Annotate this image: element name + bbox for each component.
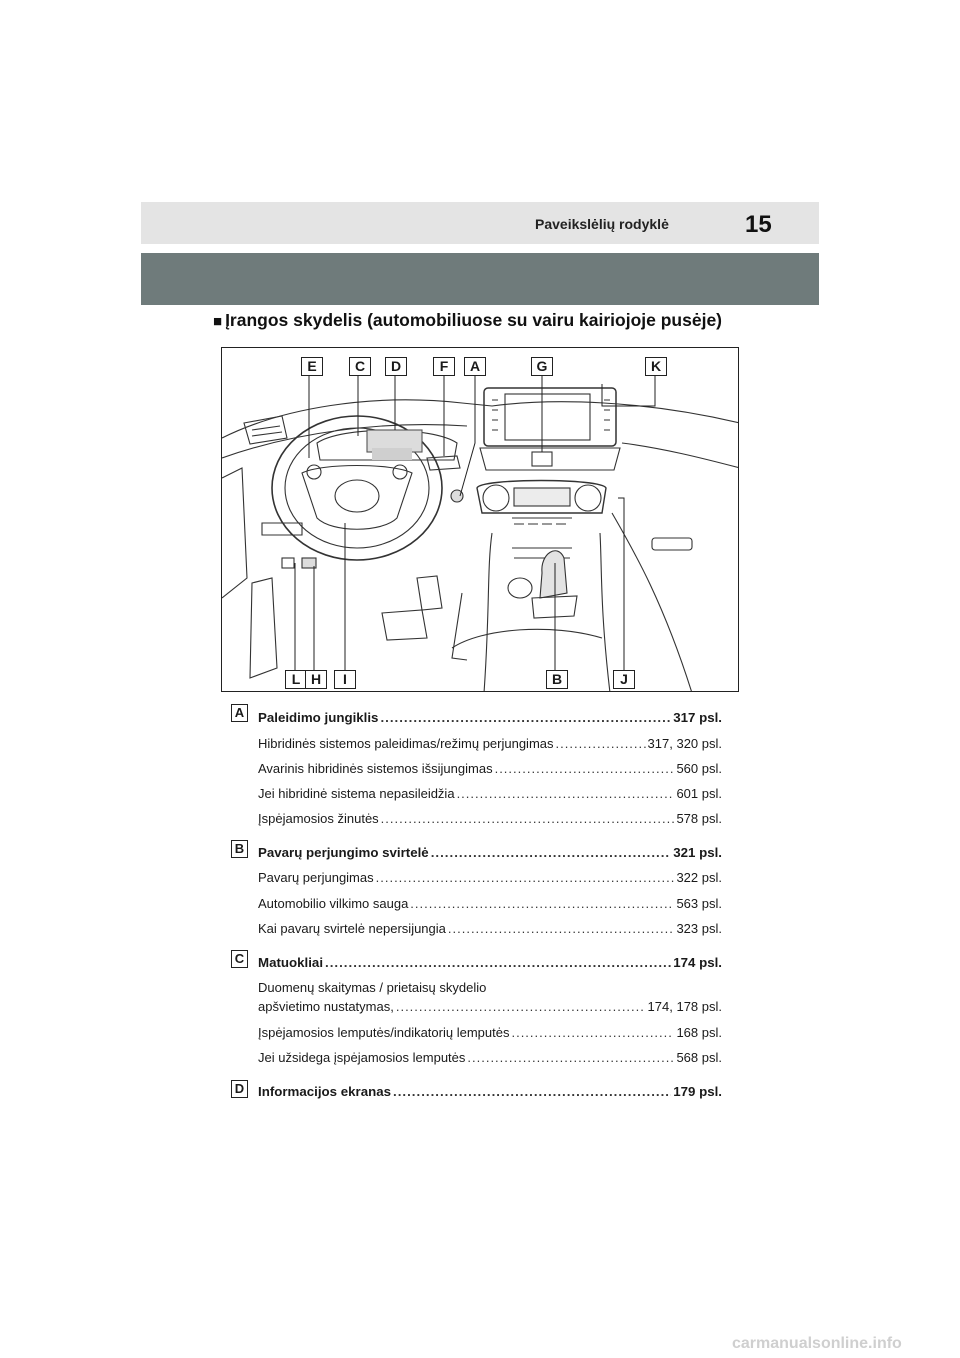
entry-page: 322 psl. (676, 870, 722, 885)
marker-a: A (231, 704, 248, 722)
index-entry (258, 786, 722, 801)
index-entry (258, 736, 722, 751)
page-number: 15 (745, 211, 772, 238)
entry-page: 568 psl. (676, 1050, 722, 1065)
index-entry (258, 999, 722, 1014)
index-entry-first-line: Duomenų skaitymas / prietaisų skydelio (258, 980, 487, 995)
entry-label: apšvietimo nustatymas, (258, 999, 394, 1014)
callout-j: J (613, 670, 635, 689)
marker-c: C (231, 950, 248, 968)
entry-page: 168 psl. (676, 1025, 722, 1040)
callout-leader-lines (222, 348, 739, 692)
index-entry (258, 1084, 722, 1099)
entry-label: Kai pavarų svirtelė nepersijungia (258, 921, 446, 936)
entry-label: Pavarų perjungimo svirtelė (258, 845, 429, 860)
entry-page: 179 psl. (673, 1084, 722, 1099)
index-entry (258, 811, 722, 826)
header-band (141, 253, 819, 305)
callout-h: H (305, 670, 327, 689)
entry-page: 317 psl. (673, 710, 722, 725)
callout-f: F (433, 357, 455, 376)
entry-label: Paleidimo jungiklis (258, 710, 379, 725)
entry-page: 323 psl. (676, 921, 722, 936)
header-bar (141, 202, 819, 244)
section-heading-text: Įrangos skydelis (automobiliuose su vairu kairiojoje pusėje) (225, 310, 723, 330)
callout-d: D (385, 357, 407, 376)
index-entry (258, 955, 722, 970)
entry-page: 321 psl. (673, 845, 722, 860)
entry-label: Pavarų perjungimas (258, 870, 374, 885)
entry-page: 578 psl. (676, 811, 722, 826)
section-heading (213, 310, 722, 331)
index-entry (258, 845, 722, 860)
entry-label: Jei užsidega įspėjamosios lemputės (258, 1050, 466, 1065)
callout-a: A (464, 357, 486, 376)
callout-c: C (349, 357, 371, 376)
instrument-panel-illustration (221, 347, 739, 692)
index-entry (258, 1050, 722, 1065)
entry-label: Automobilio vilkimo sauga (258, 896, 409, 911)
index-entry (258, 1025, 722, 1040)
callout-g: G (531, 357, 553, 376)
entry-page: 174 psl. (673, 955, 722, 970)
entry-page: 317, 320 psl. (647, 736, 722, 751)
index-entry (258, 896, 722, 911)
index-entry (258, 921, 722, 936)
entry-page: 563 psl. (676, 896, 722, 911)
callout-i: I (334, 670, 356, 689)
entry-label: Hibridinės sistemos paleidimas/režimų perjungimas (258, 736, 554, 751)
entry-label: Įspėjamosios lemputės/indikatorių lemputės (258, 1025, 510, 1040)
entry-label: Avarinis hibridinės sistemos išsijungimas (258, 761, 493, 776)
callout-k: K (645, 357, 667, 376)
entry-label: Įspėjamosios žinutės (258, 811, 379, 826)
chapter-title: Paveikslėlių rodyklė (535, 216, 669, 232)
entry-label: Informacijos ekranas (258, 1084, 392, 1099)
entry-page: 174, 178 psl. (647, 999, 722, 1014)
entry-page: 601 psl. (676, 786, 722, 801)
callout-b: B (546, 670, 568, 689)
marker-d: D (231, 1080, 248, 1098)
index-entry (258, 761, 722, 776)
entry-label: Jei hibridinė sistema nepasileidžia (258, 786, 455, 801)
callout-e: E (301, 357, 323, 376)
square-bullet-icon: ■ (213, 313, 223, 330)
entry-label: Matuokliai (258, 955, 324, 970)
marker-b: B (231, 840, 248, 858)
watermark: carmanualsonline.info (732, 1335, 902, 1352)
callout-l: L (285, 670, 307, 689)
index-entry (258, 710, 722, 725)
entry-page: 560 psl. (676, 761, 722, 776)
index-entry (258, 870, 722, 885)
